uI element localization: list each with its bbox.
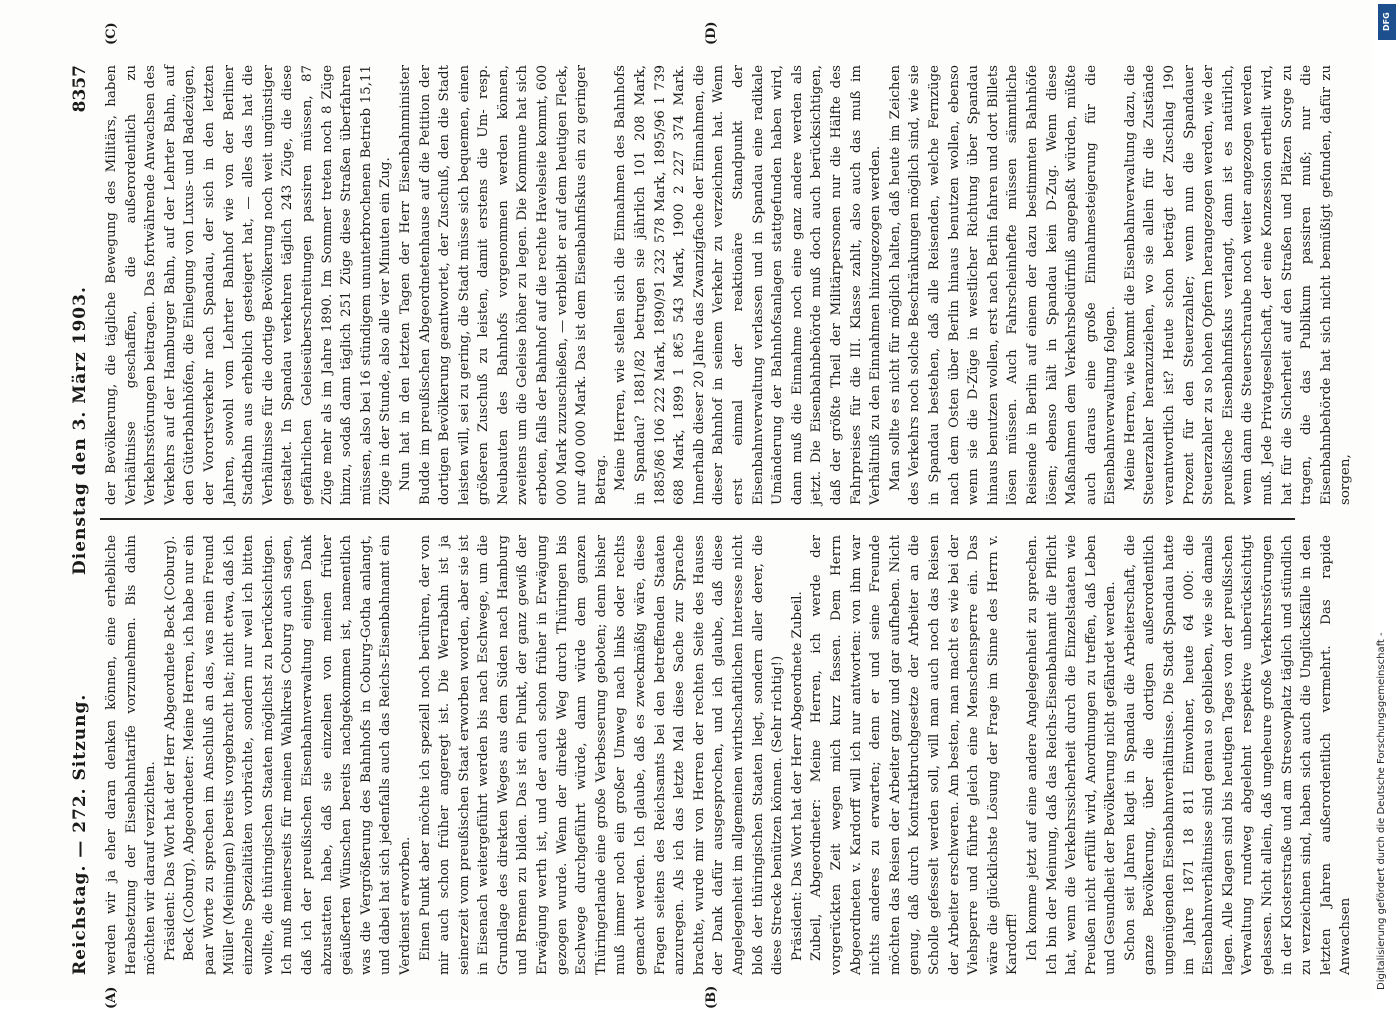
paragraph: Einen Punkt aber möchte ich speziell noch berühren, der von mir auch schon früher angeregt ist. Die Werrabahn ist ja seinerzeit vom preußischen Staat erworben worden, aber sie ist in Eisenach weitergeführt werden bis nach Eschwege, um die Grundlage des direkten Weges aus dem Süden nach Hamburg und Bremen zu bilden. Das ist ein Punkt, der ganz gewiß der Erwägung werth ist, und der auch schon früher in Erwägung gezogen wurde. Wenn der direkte Weg durch Thüringen bis Eschwege durchgeführt würde, dann würde dem ganzen Thüringerlande eine große Verbesserung geboten; denn bisher muß immer noch ein großer Umweg nach links oder rechts gemacht werden. Ich glaube, daß es zweckmäßig wäre, diese Fragen seitens des Reichsamts bei den betreffenden Staaten anzuregen. Als ich das letzte Mal diese Sache zur Sprache brachte, wurde mir von Herren der rechten Seite des Hauses der Dank dafür ausgesprochen, und ich glaube, daß diese Angelegenheit im allgemeinen wirthschaftlichen Interesse nicht bloß der thüringischen Staaten liegt, sondern aller derer, die diese Strecke benützen können. (Sehr richtig!): [417, 535, 786, 975]
text-column-left: [102, 535, 1354, 975]
paragraph: Ich komme jetzt auf eine andere Angelegenheit zu sprechen. Ich bin der Meinung, daß das Reichs-Eisenbahnamt die Pflicht hat, wenn die Verkehrssicherheit durch die Einzelstaaten wie Preußen nicht erfüllt wird, Anordnungen zu treffen, daß Leben und Gesundheit der Bevölkerung nicht gefährdet werden.: [1024, 535, 1119, 975]
margin-mark-a: (A): [104, 986, 119, 1009]
margin-mark-d: (D): [704, 21, 719, 45]
running-header: [64, 55, 98, 975]
dfg-logo: DFG: [1378, 4, 1396, 40]
header-left: Reichstag. — 272. Sitzung.: [70, 693, 90, 975]
rotated-page-content: [64, 21, 1364, 1009]
column-divider: [100, 518, 1295, 520]
digitization-credit: Digitalisierung gefördert durch die Deutsche Forschungsgemeinschaft -: [1376, 632, 1387, 990]
paragraph: Beck (Coburg), Abgeordneter: Meine Herren, ich habe nur ein paar Worte zu sprechen im Anschluß an das, was mein Freund Müller (Meiningen) bereits vorgebracht hat; nicht etwa, daß ich einzelne Spezialitäten vorbrächte, sondern nur weil ich bitten wollte, die thüringischen Staaten möglichst zu berücksichtigen. Ich muß meinerseits für meinen Wahlkreis Coburg auch sagen, daß ich der preußischen Eisenbahnverwaltung einigen Dank abzustatten habe, daß sie einzelnen von meinen früher geäußerten Wünschen bereits nachgekommen ist, namentlich was die Vergrößerung des Bahnhofs in Coburg-Gotha anlangt, und dabei hat sich jedenfalls auch das Reichs-Eisenbahnamt ein Verdienst erworben.: [182, 535, 413, 975]
paragraph: Präsident: Das Wort hat der Herr Abgeordnete Beck (Coburg).: [162, 535, 178, 961]
paragraph: Meine Herren, wie stellen sich die Einnahmen des Bahnhofs in Spandau? 1881/82 betrugen sie jährlich 101 208 Mark, 1885/86 106 222 Mark, 1890/91 232 578 Mark, 1895/96 1 739 688 Mark, 1899 1 8€5 543 Mark, 1900 2 227 374 Mark. Innerhalb dieser 20 Jahre das Zwanzigfache der Einnahmen, die dieser Bahnhof in seinem Verkehr zu verzeichnen hat. Wenn erst einmal der reaktionäre Standpunkt der Eisenbahnverwaltung verlassen und in Spandau eine radikale Umänderung der Bahnhofsanlagen stattgefunden haben wird, dann muß die Einnahme noch eine ganz andere werden als jetzt. Die Eisenbahnbehörde muß doch auch berücksichtigen, daß der größte Theil der Militärpersonen nur die Hälfte des Fahrpreises für die III. Klasse zahlt, also auch das muß im Verhältniß zu den Einnahmen hinzugezogen werden.: [613, 65, 884, 505]
paragraph: der Bevölkerung, die tägliche Bewegung des Militärs, haben Verhältnisse geschaffen, die außerordentlich zu Verkehrsstörungen beitragen. Das fortwährende Anwachsen des Verkehrs auf der Hamburger Bahn, auf der Lehrter Bahn, auf den Güterbahnhöfen, die Einlegung von Luxus- und Badezügen, der Vorortsverkehr nach Spandau, der sich in den letzten Jahren, sowohl vom Lehrter Bahnhof wie von der Berliner Stadtbahn aus erheblich gesteigert hat, — alles das hat die Verhältnisse für die dortige Bevölkerung noch weit ungünstiger gestaltet. In Spandau verkehren täglich 243 Züge, die diese gefährlichen Geleiseüberschreitungen passiren müssen, 87 Züge mehr als im Jahre 1890. Im Sommer treten noch 8 Züge hinzu, sodaß dann täglich 251 Züge diese Straßen überfahren müssen, also bei 16 stündigem ununterbrochenen Betrieb 15,11 Züge in der Stunde, also alle vier Minuten ein Zug.: [104, 65, 394, 505]
header-date: Dienstag den 3. März 1903.: [70, 286, 90, 575]
paragraph: Meine Herren, wie kommt die Eisenbahnverwaltung dazu, die Steuerzahler heranzuziehen, wo sie allein für die Zustände verantwortlich ist? Heute schon beträgt der Zuschlag 190 Prozent für den Steuerzahler; wenn nun die Spandauer Steuerzahler zu so hohen Opfern herangezogen werden, wie der preußische Eisenbahnfiskus verlangt, dann ist es natürlich, wenn dann die Steuerschraube noch weiter angezogen werden muß. Jede Privatgesellschaft, der eine Konzession ertheilt wird, hat für die Sicherheit auf den Straßen und Plätzen Sorge zu tragen, die das Publikum passiren muß; nur die Eisenbahnbehörde hat sich nicht bemüßigt gefunden, dafür zu sorgen,: [1122, 65, 1354, 505]
paragraph: Man sollte es nicht für möglich halten, daß heute im Zeichen des Verkehrs noch solche Beschränkungen möglich sind, wie sie in Spandau bestehen, daß alle Reisenden, welche Fernzüge nach dem Osten über Berlin hinaus benutzen wollen, ebenso wenn sie die D-Züge in westlicher Richtung über Spandau hinaus benutzen wollen, erst nach Berlin fahren und dort Billets lösen müssen. Auch Fahrscheinhefte müssen sämmtliche Reisende in Berlin auf einem der dazu bestimmten Bahnhöfe lösen; ebenso hält in Spandau kein D-Zug. Wenn diese Maßnahmen dem Verkehrsbedürfniß angepaßt würden, müßte auch daraus eine große Einnahmesteigerung für die Eisenbahnverwaltung folgen.: [887, 65, 1119, 505]
paragraph: Schon seit Jahren klagt in Spandau die Arbeiterschaft, die ganze Bevölkerung, über die dortigen außerordentlich ungenügenden Eisenbahnverhältnisse. Die Stadt Spandau hatte im Jahre 1871 18 811 Einwohner, heute 64 000: die Eisenbahnverhältnisse sind genau so geblieben, wie sie damals lagen. Alle Klagen sind bis heutigen Tages von der preußischen Verwaltung rundweg abgelehnt respektive unberücksichtigt gelassen. Nicht allein, daß ungeheure große Verkehrsstörungen in der Klosterstraße und am Stresowplatz täglich und stündlich zu verzeichnen sind, haben sich auch die Unglücksfälle in den letzten Jahren außerordentlich vermehrt. Das rapide Anwachsen: [1122, 535, 1354, 975]
paragraph: Zubeil, Abgeordneter: Meine Herren, ich werde der vorgerückten Zeit wegen mich kurz fassen. Dem Herrn Abgeordneten v. Kardorff will ich nur antworten: von ihm war nichts anderes zu erwarten; denn er und seine Freunde möchten das Reisen der Arbeiter ganz und gar aufheben. Nicht genug, daß durch Kontraktbruchgesetze der Arbeiter an die Scholle gefesselt werden soll, will man auch noch das Reisen der Arbeiter erschweren. Am besten, man macht es wie bei der Viehsperre und führte gleich eine Menschensperre ein. Das wäre die glücklichste Lösung der Frage im Sinne des Herrn v. Kardorff!: [809, 535, 1021, 975]
margin-mark-b: (B): [704, 985, 719, 1009]
text-column-right: [102, 65, 1354, 505]
page-number: 8357: [70, 65, 90, 113]
paragraph: werden wir ja eher daran denken können, eine erhebliche Herabsetzung der Eisenbahntarife vorzunehmen. Bis dahin möchten wir darauf verzichten.: [104, 535, 159, 975]
paragraph: Präsident: Das Wort hat der Herr Abgeordnete Zubeil.: [789, 591, 805, 961]
margin-mark-c: (C): [104, 22, 119, 45]
paragraph: Nun hat in den letzten Tagen der Herr Eisenbahnminister Budde im preußischen Abgeordnetenhause auf die Petition der dortigen Bevölkerung geantwortet, der Zuschuß, den die Stadt leisten will, sei zu gering, die Stadt müsse sich bequemen, einen größeren Zuschuß zu leisten, damit erstens die Um- resp. Neubauten des Bahnhofs vorgenommen werden können, zweitens um die Geleise höher zu legen. Die Kommune hat sich erboten, falls der Bahnhof auf die rechte Havelseite kommt, 600 000 Mark zuzuschießen, — verbleibt er auf dem heutigen Fleck, nur 400 000 Mark. Das ist dem Eisenbahnfiskus ein zu geringer Betrag.: [397, 65, 609, 505]
